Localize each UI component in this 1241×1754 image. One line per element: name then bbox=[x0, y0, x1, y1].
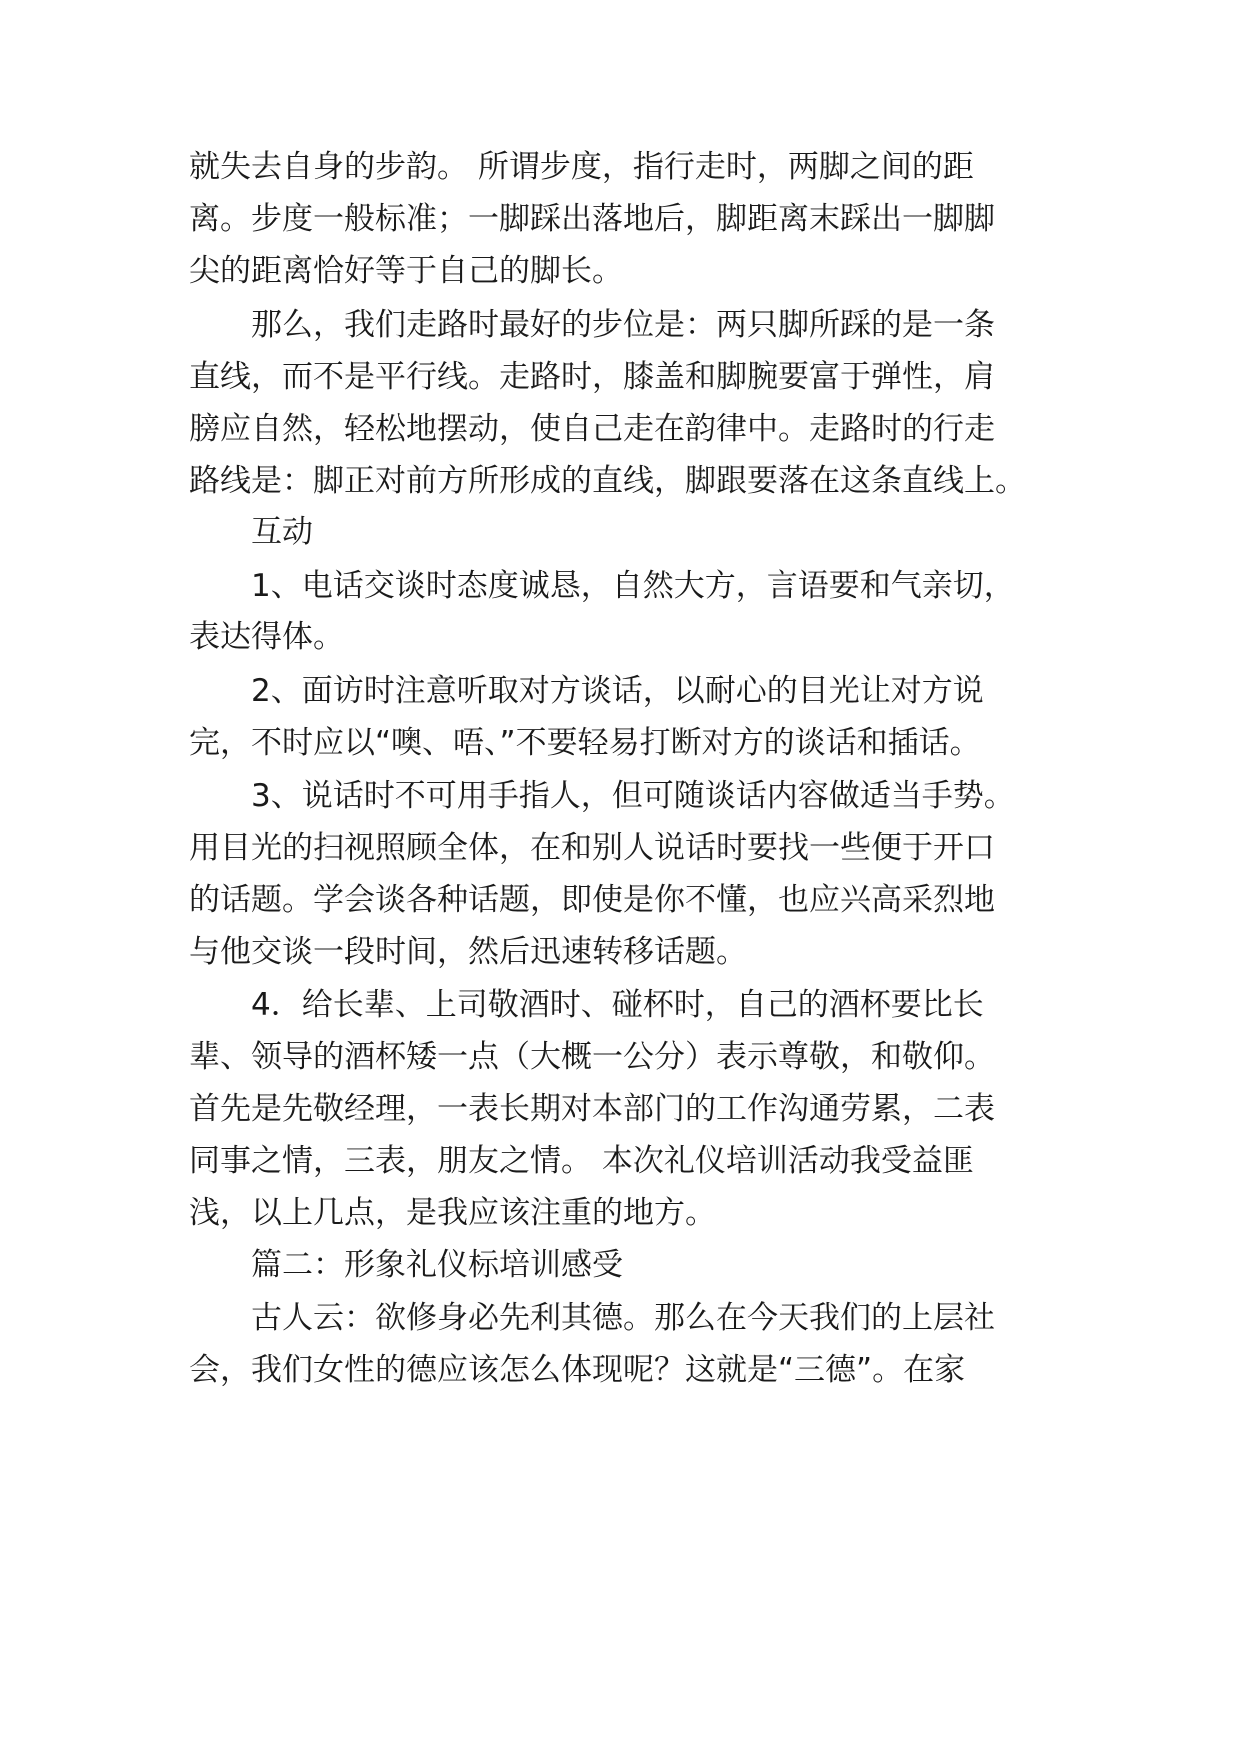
text-line-5: 直线，而不是平行线。走路时，膝盖和脚腕要富于弹性，肩 bbox=[189, 359, 995, 395]
list-item-1-start: 1、电话交谈时态度诚恳，自然大方，言语要和气亲切， bbox=[251, 568, 1015, 604]
text-line-10: 表达得体。 bbox=[189, 619, 344, 655]
paragraph-ancients-start: 古人云：欲修身必先利其德。那么在今天我们的上层社 bbox=[251, 1300, 995, 1336]
text-line-14: 用目光的扫视照顾全体，在和别人说话时要找一些便于开口 bbox=[189, 830, 995, 866]
list-item-3-start: 3、说话时不可用手指人，但可随谈话内容做适当手势。 bbox=[251, 778, 1015, 814]
text-line-24: 会，我们女性的德应该怎么体现呢？这就是“三德”。在家 bbox=[189, 1352, 966, 1388]
text-line-1: 就失去自身的步韵。 所谓步度，指行走时，两脚之间的距 bbox=[189, 149, 974, 185]
text-line-20: 同事之情，三表，朋友之情。 本次礼仪培训活动我受益匪 bbox=[189, 1143, 974, 1179]
text-line-2: 离。步度一般标准；一脚踩出落地后，脚距离末踩出一脚脚 bbox=[189, 201, 995, 237]
section-heading-part-two: 篇二：形象礼仪标培训感受 bbox=[251, 1247, 623, 1283]
paragraph-walking-position-start: 那么，我们走路时最好的步位是：两只脚所踩的是一条 bbox=[251, 307, 995, 343]
text-line-6: 膀应自然，轻松地摆动，使自己走在韵律中。走路时的行走 bbox=[189, 411, 995, 447]
section-heading-interaction: 互动 bbox=[251, 514, 313, 550]
list-item-2-start: 2、面访时注意听取对方谈话，以耐心的目光让对方说 bbox=[251, 673, 984, 709]
text-line-7: 路线是：脚正对前方所形成的直线，脚跟要落在这条直线上。 bbox=[189, 463, 1026, 499]
text-line-12: 完，不时应以“噢、唔、”不要轻易打断对方的谈话和插话。 bbox=[189, 725, 981, 761]
text-line-15: 的话题。学会谈各种话题，即使是你不懂，也应兴高采烈地 bbox=[189, 882, 995, 918]
text-line-16: 与他交谈一段时间，然后迅速转移话题。 bbox=[189, 934, 747, 970]
text-line-18: 辈、领导的酒杯矮一点（大概一公分）表示尊敬，和敬仰。 bbox=[189, 1039, 995, 1075]
text-line-21: 浅，以上几点，是我应该注重的地方。 bbox=[189, 1195, 716, 1231]
list-item-4-start: 4．给长辈、上司敬酒时、碰杯时，自己的酒杯要比长 bbox=[251, 987, 984, 1023]
text-line-19: 首先是先敬经理，一表长期对本部门的工作沟通劳累，二表 bbox=[189, 1091, 995, 1127]
text-line-3: 尖的距离恰好等于自己的脚长。 bbox=[189, 253, 623, 289]
